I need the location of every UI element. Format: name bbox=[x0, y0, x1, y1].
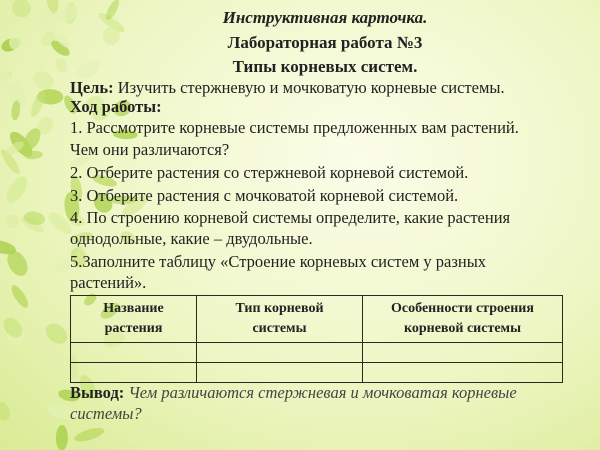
procedure-label: Ход работы: bbox=[70, 97, 162, 116]
conclusion: Вывод: Чем различаются стержневая и мочковатая корневые bbox=[70, 383, 517, 402]
step-line: 4. По строению корневой системы определите, какие растения bbox=[70, 208, 511, 227]
root-systems-table bbox=[70, 295, 563, 383]
table-cell bbox=[197, 363, 363, 383]
header-plant-name: Название растения bbox=[71, 296, 197, 343]
step-line: 3. Отберите растения с мочковатой корневой системой. bbox=[70, 186, 459, 205]
step-line: Чем они различаются? bbox=[70, 140, 230, 159]
step-line: 5.Заполните таблицу «Строение корневых систем у разных bbox=[70, 252, 487, 271]
table-cell bbox=[363, 343, 563, 363]
goal: Цель: Изучить стержневую и мочковатую корневые системы. bbox=[70, 78, 505, 97]
step-line: 1. Рассмотрите корневые системы предложенных вам растений. bbox=[70, 118, 519, 137]
header-root-features: Особенности строения корневой системы bbox=[363, 296, 563, 343]
leaf-shape bbox=[42, 319, 71, 347]
leaf-shape bbox=[53, 256, 70, 273]
leaf-shape bbox=[9, 283, 31, 310]
step-line: 2. Отберите растения со стержневой корневой системой. bbox=[70, 163, 469, 182]
table-cell bbox=[197, 343, 363, 363]
leaf-shape bbox=[0, 399, 13, 423]
topic-title: Типы корневых систем. bbox=[232, 57, 418, 76]
step-line: растений». bbox=[70, 273, 147, 292]
lab-title: Лабораторная работа №3 bbox=[227, 33, 423, 52]
conclusion-cont: системы? bbox=[70, 404, 142, 423]
table-cell bbox=[71, 343, 197, 363]
step-line: однодольные, какие – двудольные. bbox=[70, 229, 313, 248]
table-cell bbox=[71, 363, 197, 383]
leaf-shape bbox=[56, 425, 68, 450]
table-cell bbox=[363, 363, 563, 383]
card-title: Инструктивная карточка. bbox=[222, 8, 428, 27]
leaf-shape bbox=[4, 212, 21, 230]
header-root-type: Тип корневой системы bbox=[197, 296, 363, 343]
leaf-shape bbox=[73, 425, 105, 444]
